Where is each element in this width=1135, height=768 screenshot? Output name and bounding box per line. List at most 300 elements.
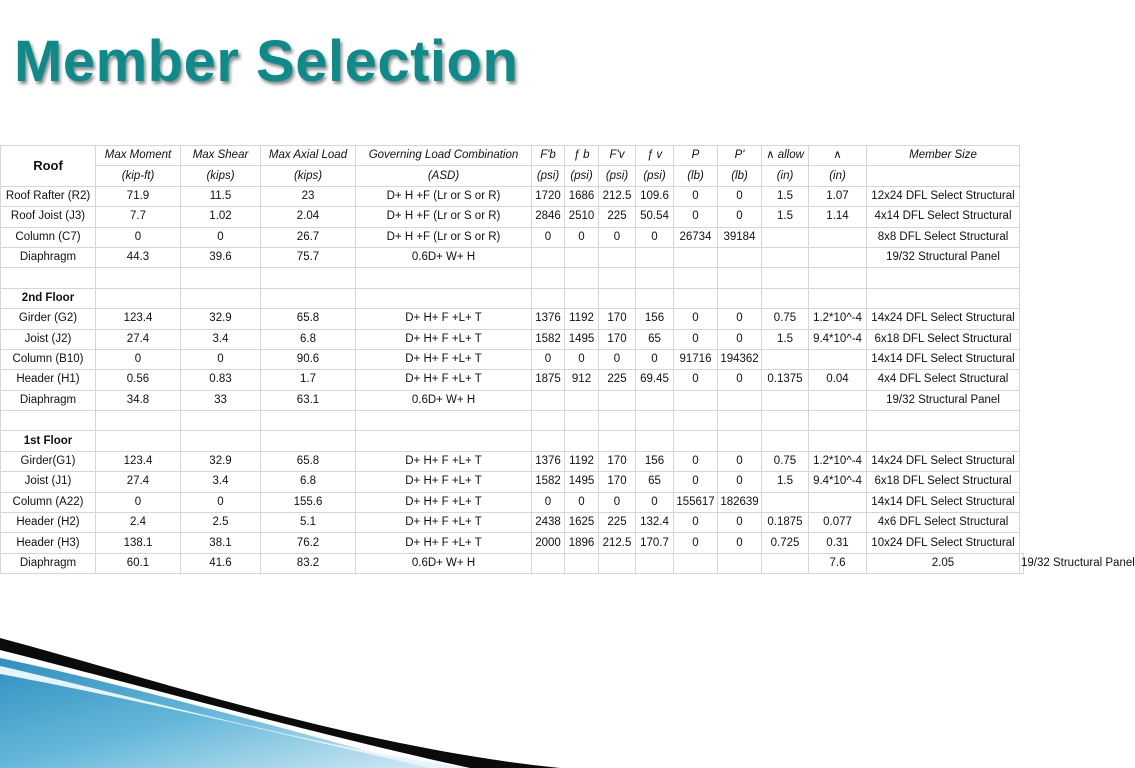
member-name-cell: Girder (G2): [1, 309, 96, 329]
table-cell: 75.7: [261, 247, 356, 267]
table-cell: [762, 268, 809, 288]
table-cell: 33: [181, 390, 261, 410]
table-cell: D+ H+ F +L+ T: [356, 472, 532, 492]
table-cell: 32.9: [181, 309, 261, 329]
member-name-cell: [1, 268, 96, 288]
decorative-corner-swoosh: [0, 638, 700, 768]
table-cell: [181, 411, 261, 431]
table-cell: [599, 288, 636, 308]
table-cell: 50.54: [636, 207, 674, 227]
unit-cell: (kip-ft): [96, 166, 181, 186]
table-cell: 0: [532, 492, 565, 512]
table-body: [1, 186, 1135, 573]
table-cell: 156: [636, 451, 674, 471]
table-cell: [809, 268, 867, 288]
table-cell: [809, 349, 867, 369]
table-cell: 912: [565, 370, 599, 390]
table-cell: 0: [565, 227, 599, 247]
table-cell: 123.4: [96, 451, 181, 471]
table-cell: [809, 411, 867, 431]
table-cell: 155.6: [261, 492, 356, 512]
col-header-member-size: Member Size: [867, 146, 1020, 166]
table-cell: [356, 431, 532, 451]
table-cell: [718, 390, 762, 410]
table-cell: 19/32 Structural Panel: [1020, 553, 1024, 573]
table-cell: [599, 411, 636, 431]
member-size-cell: 14x14 DFL Select Structural: [867, 492, 1020, 512]
table-cell: [532, 288, 565, 308]
table-cell: 0: [181, 227, 261, 247]
member-name-cell: Roof Rafter (R2): [1, 186, 96, 206]
member-name-cell: Column (A22): [1, 492, 96, 512]
table-cell: 38.1: [181, 533, 261, 553]
unit-cell: (ASD): [356, 166, 532, 186]
table-cell: 156: [636, 309, 674, 329]
unit-cell: (in): [762, 166, 809, 186]
unit-cell: (in): [809, 166, 867, 186]
table-cell: 225: [599, 207, 636, 227]
table-cell: [762, 431, 809, 451]
table-cell: 2846: [532, 207, 565, 227]
table-cell: 1376: [532, 451, 565, 471]
table-cell: [532, 390, 565, 410]
table-cell: [96, 268, 181, 288]
col-header-max-shear: Max Shear: [181, 146, 261, 166]
member-name-cell: Joist (J2): [1, 329, 96, 349]
col-header-max-axial-load: Max Axial Load: [261, 146, 356, 166]
table-cell: [718, 431, 762, 451]
table-row: [1, 390, 1024, 410]
member-size-cell: 6x18 DFL Select Structural: [867, 329, 1020, 349]
member-size-cell: 19/32 Structural Panel: [867, 390, 1020, 410]
table-cell: [718, 411, 762, 431]
table-cell: 0: [718, 329, 762, 349]
table-cell: 7.6: [809, 553, 867, 573]
col-header-fb: ƒ b: [565, 146, 599, 166]
table-cell: 1.5: [762, 472, 809, 492]
table-row: [1, 472, 1024, 492]
member-size-cell: 14x24 DFL Select Structural: [867, 309, 1020, 329]
table-row: [1, 553, 1024, 573]
table-cell: [809, 247, 867, 267]
table-cell: 1582: [532, 472, 565, 492]
table-cell: [356, 288, 532, 308]
table-cell: 0.1375: [762, 370, 809, 390]
table-cell: 0: [96, 492, 181, 512]
unit-cell: (kips): [181, 166, 261, 186]
table-cell: 26.7: [261, 227, 356, 247]
table-cell: 1686: [565, 186, 599, 206]
table-cell: [809, 227, 867, 247]
table-cell: [636, 247, 674, 267]
table-cell: 0: [674, 370, 718, 390]
table-cell: [181, 431, 261, 451]
member-name-cell: Roof Joist (J3): [1, 207, 96, 227]
table-row: [1, 533, 1024, 553]
member-name-cell: Joist (J1): [1, 472, 96, 492]
table-cell: [718, 247, 762, 267]
table-cell: 0: [181, 492, 261, 512]
member-name-cell: [1, 411, 96, 431]
table-cell: 1.14: [809, 207, 867, 227]
table-cell: 1495: [565, 472, 599, 492]
table-cell: 1.2*10^-4: [809, 309, 867, 329]
table-cell: 60.1: [96, 553, 181, 573]
table-cell: 0: [718, 207, 762, 227]
member-name-cell: Girder(G1): [1, 451, 96, 471]
table-row: [1, 411, 1024, 431]
table-row: [1, 329, 1024, 349]
table-cell: [565, 288, 599, 308]
table-cell: 2.04: [261, 207, 356, 227]
table-cell: D+ H+ F +L+ T: [356, 533, 532, 553]
unit-cell: (lb): [674, 166, 718, 186]
table-cell: 5.1: [261, 513, 356, 533]
table-cell: [762, 390, 809, 410]
slide-title: Member Selection: [14, 29, 519, 94]
table-cell: [261, 288, 356, 308]
table-cell: 212.5: [599, 533, 636, 553]
table-cell: 0: [718, 370, 762, 390]
table-cell: 44.3: [96, 247, 181, 267]
table-cell: D+ H+ F +L+ T: [356, 309, 532, 329]
table-cell: 0: [718, 533, 762, 553]
table-cell: 63.1: [261, 390, 356, 410]
table-cell: 0: [599, 349, 636, 369]
table-cell: 2438: [532, 513, 565, 533]
table-cell: [565, 553, 599, 573]
table-cell: 0: [636, 227, 674, 247]
table-cell: 0: [636, 349, 674, 369]
table-cell: 0: [674, 207, 718, 227]
table-cell: 1896: [565, 533, 599, 553]
table-cell: 0.6D+ W+ H: [356, 553, 532, 573]
table-cell: 155617: [674, 492, 718, 512]
col-header-governing-load-combination: Governing Load Combination: [356, 146, 532, 166]
table-cell: [96, 288, 181, 308]
table-cell: 0.077: [809, 513, 867, 533]
table-cell: 6.8: [261, 472, 356, 492]
member-size-cell: 12x24 DFL Select Structural: [867, 186, 1020, 206]
table-cell: 1582: [532, 329, 565, 349]
table-cell: [565, 411, 599, 431]
table-cell: [636, 431, 674, 451]
table-cell: [762, 349, 809, 369]
table-cell: [532, 411, 565, 431]
table-row: [1, 513, 1024, 533]
member-size-cell: 4x4 DFL Select Structural: [867, 370, 1020, 390]
table-cell: 1495: [565, 329, 599, 349]
table-cell: 0: [674, 533, 718, 553]
table-cell: 9.4*10^-4: [809, 329, 867, 349]
table-cell: D+ H +F (Lr or S or R): [356, 227, 532, 247]
member-name-cell: Header (H1): [1, 370, 96, 390]
member-size-cell: 4x14 DFL Select Structural: [867, 207, 1020, 227]
table-cell: 23: [261, 186, 356, 206]
table-cell: [762, 553, 809, 573]
header-roof-label: Roof: [1, 146, 96, 187]
table-cell: 0.725: [762, 533, 809, 553]
table-cell: [809, 288, 867, 308]
table-cell: [674, 288, 718, 308]
member-size-cell: [867, 431, 1020, 451]
table-row: [1, 370, 1024, 390]
unit-cell: (psi): [636, 166, 674, 186]
table-cell: 0: [96, 349, 181, 369]
table-cell: 9.4*10^-4: [809, 472, 867, 492]
table-cell: [261, 411, 356, 431]
table-cell: [181, 288, 261, 308]
table-cell: 132.4: [636, 513, 674, 533]
member-selection-table: [0, 145, 1135, 574]
col-header-deflection: ∧: [809, 146, 867, 166]
table-cell: 0.75: [762, 451, 809, 471]
table-cell: 0.31: [809, 533, 867, 553]
member-size-cell: 10x24 DFL Select Structural: [867, 533, 1020, 553]
table-row: [1, 247, 1024, 267]
unit-cell: (kips): [261, 166, 356, 186]
table-cell: 83.2: [261, 553, 356, 573]
table-cell: [532, 268, 565, 288]
table-cell: 170: [599, 472, 636, 492]
table-cell: [762, 288, 809, 308]
member-name-cell: Header (H2): [1, 513, 96, 533]
member-size-cell: [867, 268, 1020, 288]
table-row: [1, 431, 1024, 451]
table-cell: 3.4: [181, 329, 261, 349]
member-size-cell: [867, 411, 1020, 431]
table-cell: [762, 492, 809, 512]
table-cell: 0: [674, 309, 718, 329]
table-cell: [261, 431, 356, 451]
table-cell: 194362: [718, 349, 762, 369]
table-row: [1, 451, 1024, 471]
member-name-cell: Diaphragm: [1, 390, 96, 410]
table-row: [1, 268, 1024, 288]
table-cell: [261, 268, 356, 288]
table-cell: [674, 431, 718, 451]
table-cell: 91716: [674, 349, 718, 369]
table-cell: D+ H+ F +L+ T: [356, 451, 532, 471]
member-size-cell: 2.05: [867, 553, 1020, 573]
member-size-cell: 14x24 DFL Select Structural: [867, 451, 1020, 471]
table-cell: 1192: [565, 309, 599, 329]
unit-cell: (lb): [718, 166, 762, 186]
table-cell: [565, 431, 599, 451]
table-cell: 0.56: [96, 370, 181, 390]
table-cell: D+ H +F (Lr or S or R): [356, 207, 532, 227]
table-cell: 0: [565, 349, 599, 369]
member-size-cell: 8x8 DFL Select Structural: [867, 227, 1020, 247]
table-cell: 0: [181, 349, 261, 369]
table-cell: 39184: [718, 227, 762, 247]
table-cell: D+ H+ F +L+ T: [356, 513, 532, 533]
table-cell: [674, 411, 718, 431]
member-name-cell: Column (B10): [1, 349, 96, 369]
table-cell: 39.6: [181, 247, 261, 267]
table-cell: 90.6: [261, 349, 356, 369]
table-cell: 65: [636, 472, 674, 492]
col-header-fv: ƒ v: [636, 146, 674, 166]
table-cell: [762, 411, 809, 431]
table-cell: 0: [96, 227, 181, 247]
table-cell: [96, 431, 181, 451]
member-name-cell: Header (H3): [1, 533, 96, 553]
table-cell: [718, 553, 762, 573]
col-header-max-moment: Max Moment: [96, 146, 181, 166]
table-row: [1, 186, 1024, 206]
table-cell: 1875: [532, 370, 565, 390]
header-row: [1, 146, 1024, 166]
table-cell: 0: [718, 451, 762, 471]
member-name-cell: 2nd Floor: [1, 288, 96, 308]
table-cell: [762, 247, 809, 267]
table-cell: 1.7: [261, 370, 356, 390]
table-cell: D+ H+ F +L+ T: [356, 329, 532, 349]
table-cell: 0: [674, 472, 718, 492]
unit-cell: (psi): [599, 166, 636, 186]
member-size-cell: 19/32 Structural Panel: [867, 247, 1020, 267]
table-cell: 27.4: [96, 329, 181, 349]
table-cell: [674, 247, 718, 267]
table-cell: [96, 411, 181, 431]
table-cell: 32.9: [181, 451, 261, 471]
col-header-deflection-allow: ∧ allow: [762, 146, 809, 166]
table-cell: 0: [674, 451, 718, 471]
table-row: [1, 288, 1024, 308]
table-cell: 1192: [565, 451, 599, 471]
table-cell: [565, 268, 599, 288]
table-cell: 0.83: [181, 370, 261, 390]
table-cell: 182639: [718, 492, 762, 512]
table-cell: 71.9: [96, 186, 181, 206]
table-row: [1, 207, 1024, 227]
table-cell: 7.7: [96, 207, 181, 227]
table-cell: 0: [718, 472, 762, 492]
table-cell: [636, 268, 674, 288]
table-cell: 0.1875: [762, 513, 809, 533]
member-size-cell: 4x6 DFL Select Structural: [867, 513, 1020, 533]
table-row: [1, 309, 1024, 329]
table-cell: [532, 553, 565, 573]
table-cell: 0: [565, 492, 599, 512]
table-cell: 225: [599, 513, 636, 533]
col-header-fb-allow: F'b: [532, 146, 565, 166]
table-cell: D+ H+ F +L+ T: [356, 492, 532, 512]
table-cell: [599, 431, 636, 451]
table-cell: 0.75: [762, 309, 809, 329]
table-cell: [356, 411, 532, 431]
table-cell: [809, 431, 867, 451]
table-cell: 3.4: [181, 472, 261, 492]
table-cell: 123.4: [96, 309, 181, 329]
table-row: [1, 227, 1024, 247]
table-cell: [674, 390, 718, 410]
unit-cell: [867, 166, 1020, 186]
table-cell: 11.5: [181, 186, 261, 206]
table-cell: 170: [599, 451, 636, 471]
table-cell: [599, 553, 636, 573]
table-cell: 2.4: [96, 513, 181, 533]
member-selection-table-container: [0, 145, 1135, 574]
table-cell: 1.5: [762, 186, 809, 206]
table-cell: 170.7: [636, 533, 674, 553]
table-cell: 0: [718, 513, 762, 533]
table-cell: [532, 247, 565, 267]
table-cell: [718, 288, 762, 308]
table-row: [1, 349, 1024, 369]
col-header-p-allow: P': [718, 146, 762, 166]
table-cell: [636, 553, 674, 573]
table-cell: 0: [636, 492, 674, 512]
table-row: [1, 492, 1024, 512]
table-cell: 1376: [532, 309, 565, 329]
unit-cell: (psi): [565, 166, 599, 186]
table-cell: 170: [599, 309, 636, 329]
table-cell: 225: [599, 370, 636, 390]
table-cell: [809, 390, 867, 410]
table-cell: 0: [674, 329, 718, 349]
table-cell: 2510: [565, 207, 599, 227]
table-cell: 27.4: [96, 472, 181, 492]
table-cell: 26734: [674, 227, 718, 247]
table-cell: 170: [599, 329, 636, 349]
table-cell: [565, 247, 599, 267]
unit-cell: (psi): [532, 166, 565, 186]
table-cell: 0.6D+ W+ H: [356, 390, 532, 410]
col-header-fv-allow: F'v: [599, 146, 636, 166]
table-cell: 65.8: [261, 309, 356, 329]
table-cell: 138.1: [96, 533, 181, 553]
table-cell: [181, 268, 261, 288]
table-cell: 0: [674, 186, 718, 206]
member-name-cell: Diaphragm: [1, 247, 96, 267]
table-cell: 0: [532, 349, 565, 369]
table-cell: [636, 288, 674, 308]
table-cell: 2.5: [181, 513, 261, 533]
table-cell: [718, 268, 762, 288]
table-cell: 65.8: [261, 451, 356, 471]
member-name-cell: Diaphragm: [1, 553, 96, 573]
member-size-cell: [867, 288, 1020, 308]
table-cell: 41.6: [181, 553, 261, 573]
table-cell: 0: [599, 227, 636, 247]
table-cell: 1.07: [809, 186, 867, 206]
table-cell: 34.8: [96, 390, 181, 410]
table-cell: [809, 492, 867, 512]
table-cell: D+ H+ F +L+ T: [356, 370, 532, 390]
member-name-cell: 1st Floor: [1, 431, 96, 451]
table-cell: 0.6D+ W+ H: [356, 247, 532, 267]
table-cell: 1.02: [181, 207, 261, 227]
table-cell: [674, 553, 718, 573]
table-cell: 1.5: [762, 329, 809, 349]
table-cell: 2000: [532, 533, 565, 553]
table-cell: [762, 227, 809, 247]
table-cell: [599, 390, 636, 410]
table-cell: 0: [599, 492, 636, 512]
table-cell: D+ H +F (Lr or S or R): [356, 186, 532, 206]
table-cell: [636, 390, 674, 410]
table-cell: 1.5: [762, 207, 809, 227]
table-cell: 65: [636, 329, 674, 349]
table-cell: 0: [674, 513, 718, 533]
units-row: [1, 166, 1024, 186]
table-cell: 6.8: [261, 329, 356, 349]
table-cell: [674, 268, 718, 288]
table-cell: 1.2*10^-4: [809, 451, 867, 471]
table-cell: 1720: [532, 186, 565, 206]
